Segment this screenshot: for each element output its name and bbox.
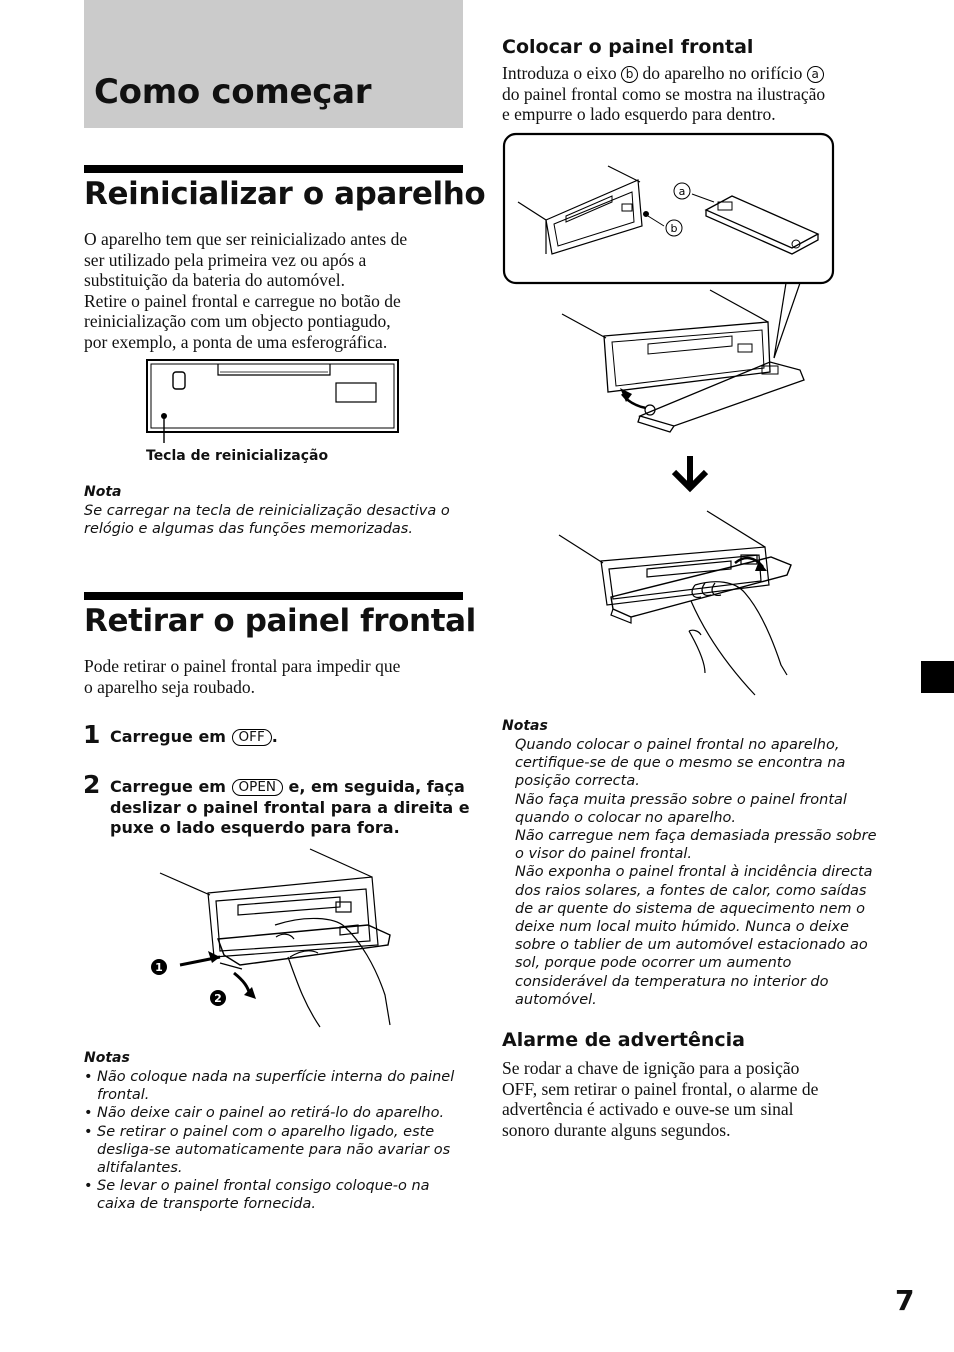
body-line: substituição da bateria do automóvel. — [84, 270, 345, 290]
body-text: Introduza o eixo — [502, 63, 617, 83]
chapter-edge-tab — [921, 661, 954, 693]
body-line: Pode retirar o painel frontal para impedir que — [84, 656, 401, 676]
reset-button-illustration — [140, 355, 405, 445]
section-rule — [84, 592, 463, 600]
step-1-text — [110, 727, 278, 748]
figure-label-a: a — [678, 185, 686, 198]
body-line: Retire o painel frontal e carregue no botão de — [84, 290, 401, 311]
attach-notes — [515, 736, 885, 1009]
section-title-alarm: Alarme de advertência — [502, 1029, 745, 1051]
reset-figure-caption: Tecla de reinicialização — [146, 448, 329, 464]
notas-title: Notas — [502, 718, 548, 734]
body-text: do aparelho no orifício — [642, 63, 803, 83]
remove-body-text — [84, 656, 464, 697]
step-text: e, em seguida, faça — [288, 777, 465, 796]
circled-a-marker: a — [807, 66, 824, 83]
step-text: puxe o lado esquerdo para fora. — [110, 818, 400, 837]
step-text: . — [271, 727, 278, 746]
nota-line: relógio e algumas das funções memorizadas. — [84, 521, 413, 538]
body-line: reinicialização com um objecto pontiagudo, — [84, 311, 391, 331]
notas-title: Notas — [84, 1050, 130, 1066]
note-item: Não carregue nem faça demasiada pressão sobre o visor do painel frontal. — [515, 828, 877, 863]
figure-label-b: b — [670, 222, 678, 235]
chapter-title: Como começar — [94, 72, 372, 112]
reset-body-text — [84, 229, 464, 352]
body-line: o aparelho seja roubado. — [84, 676, 256, 697]
note-item: Não faça muita pressão sobre o painel frontal quando o colocar no aparelho. — [515, 791, 847, 826]
push-panel-illustration — [555, 505, 805, 700]
body-line: sonoro durante alguns segundos. — [502, 1119, 731, 1140]
down-arrow-icon — [670, 454, 710, 494]
reset-nota-text — [84, 502, 464, 538]
step-text: deslizar o painel frontal para a direita e — [110, 797, 470, 817]
step-text: Carregue em — [110, 777, 226, 796]
note-item: • Não coloque nada na superfície interna do painel frontal. — [84, 1068, 464, 1104]
attach-body-text — [502, 63, 902, 125]
remove-panel-illustration — [140, 845, 405, 1035]
off-key-label: OFF — [232, 729, 272, 746]
alarm-body-text — [502, 1058, 902, 1140]
body-line: do painel frontal como se mostra na ilustração — [502, 83, 826, 104]
section-title-reset: Reinicializar o aparelho — [84, 176, 486, 212]
section-title-remove: Retirar o painel frontal — [84, 603, 476, 639]
body-line: ser utilizado pela primeira vez ou após a — [84, 249, 367, 270]
nota-line: Se carregar na tecla de reinicialização desactiva o — [84, 503, 450, 519]
section-title-attach: Colocar o painel frontal — [502, 36, 754, 58]
figure-label-two: 2 — [214, 992, 222, 1005]
open-key-label: OPEN — [232, 779, 283, 796]
body-line: Se rodar a chave de ignição para a posição — [502, 1058, 800, 1078]
remove-notes — [84, 1068, 464, 1214]
circled-b-marker: b — [621, 66, 638, 83]
section-rule — [84, 165, 463, 173]
step-text: Carregue em — [110, 727, 226, 746]
body-line: e empurre o lado esquerdo para dentro. — [502, 104, 776, 124]
note-item: • Se levar o painel frontal consigo coloque-o na caixa de transporte fornecida. — [84, 1177, 464, 1213]
attach-panel-illustration — [500, 130, 840, 420]
figure-label-one: 1 — [155, 961, 163, 974]
step-2-text — [110, 777, 470, 839]
body-line: O aparelho tem que ser reinicializado antes de — [84, 229, 408, 249]
step-number: 1 — [83, 720, 101, 749]
note-item: • Não deixe cair o painel ao retirá-lo do aparelho. — [84, 1104, 464, 1122]
nota-title: Nota — [84, 484, 122, 500]
body-line: advertência é activado e ouve-se um sinal — [502, 1099, 794, 1119]
step-number: 2 — [83, 770, 101, 799]
note-item: Não exponha o painel frontal à incidência directa dos raios solares, a fontes de calor, como saídas de ar quente do sistema de aquecimento nem o deixe num local muito húmido. Nunca o deixe sobre o tablier de um automóvel estacionado ao sol, porque pode ocorrer um aumento considerável da temperatura no interior do automóvel. — [515, 864, 873, 1008]
body-line: por exemplo, a ponta de uma esferográfica. — [84, 331, 388, 352]
page-number: 7 — [895, 1284, 915, 1317]
note-item: • Se retirar o painel com o aparelho ligado, este desliga-se automaticamente para não avariar os altifalantes. — [84, 1123, 464, 1178]
body-line: OFF, sem retirar o painel frontal, o alarme de — [502, 1078, 819, 1099]
note-item: Quando colocar o painel frontal no aparelho, certifique-se de que o mesmo se encontra na posição correcta. — [515, 737, 846, 790]
